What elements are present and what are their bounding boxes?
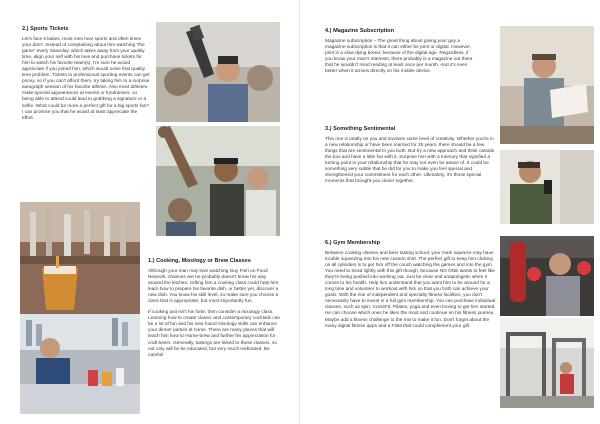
section-paragraph: Between cooking classes and beer tasting school, your main squeeze may have trouble squeezing into his new custom shirt. The perfect gift to keep him clicking on all cylinders is to get him off the couch watching the games and into the gym. You need to tread lightly with this gift though, because NO ONE wants to feel like they're being pushed into working out. Just be clear and unapologetic when it comes to his health. Help him understand that you want him to be around for a long time and volunteer to workout with him so that you both can achieve your goals. With the rise of independent and specialty fitness facilities, you don't necessarily have to invest in a full gym membership. You can purchase individual classes, such as spin, CrossFit, Pilates, yoga and even boxing to get him started. He can choose which ones he likes the most and continue on his fitness journey. Maybe add a fitness challenge to the mix to make it fun. Don't forget about the many digital fitness apps and a Fitbit that could complement your gift. xyxy=(325,251,496,329)
mixology-class-photo xyxy=(20,314,140,414)
section-paragraph: Let's face it ladies, most men love sports and often times your don't. Instead of complaining about him watching “the game” every Saturday, which takes away from your quality time, align your self with his love and purchase tickets for him to watch his favorite team(s). I'm sure he would appreciate if you joined him, which would solve that quality time problem. Tickets to professional sporting events can get pricey, so if you can't afford them, try taking him to a surprise autograph session of his favorite athlete. Also most athletes make special appearances at events or fundraisers, so being able to attend could lead to grabbing a signature or a selfie. What could be more a perfect gift for a big sports fan? I can promise you that he would at least appreciate the effort. xyxy=(22,37,150,121)
man-on-phone-photo xyxy=(500,150,594,224)
section-heading: 3.) Something Sentimental xyxy=(325,126,396,132)
section-gym-membership xyxy=(325,240,499,335)
section-cooking-classes xyxy=(148,258,280,364)
gym-equipment-photo xyxy=(500,318,594,408)
section-paragraph: This one is totally on you and involves some level of creativity. Whether you're in a new relationship or have been married for 25 years, there should be a few things that are sentimental to you both. But try a new approach and think outside the box and have a little fun with it. Surprise him with a memory that signified a turning point in your relationship that he may not even be aware of. It could be something very subtle that he did for you to make you feel special and strengthened your commitment for each other. Ultimately, it's those special moments that brought you closer together. xyxy=(325,137,495,185)
man-reading-magazine-photo xyxy=(500,26,594,144)
boxing-trainer-photo xyxy=(500,236,594,316)
section-heading: 6.) Gym Membership xyxy=(325,240,381,246)
section-heading: 2.) Sports Tickets xyxy=(22,26,69,32)
right-page xyxy=(300,0,600,424)
section-paragraph: If cooking just isn't his forte, then consider a mixology class. Learning how to create classic and contemporary cocktails can be a lot of fun and his new found mixology skills can enhance your dinner parties at home. There are many places that will teach him how to Home-brew and further his appreciation for craft beers. Generally, tastings are linked to these classes, so not only will he be educated, but very much inebriated. Be careful! xyxy=(148,310,281,358)
section-paragraph: Magazine subscription – The great thing about giving your guy a magazine subscription is that it can either be print or digital. However, print is a slow dying breed, because of the digital age. Regardless, if you know your man's interests, there probably is a magazine out there that he wouldn't mind reading at least once per month. And it's even better when it arrives directly on his mobile device. xyxy=(325,39,473,75)
section-sports-tickets xyxy=(22,26,150,127)
section-heading: 4.) Magazine Subscription xyxy=(325,28,394,34)
section-heading: 1.) Cooking, Mixology or Brew Classes xyxy=(148,258,251,264)
section-something-sentimental xyxy=(325,126,497,190)
sports-fan-photo xyxy=(156,22,280,122)
beer-taps-photo xyxy=(20,202,140,314)
fans-cheering-photo xyxy=(156,126,280,236)
section-magazine-subscription xyxy=(325,28,473,80)
section-paragraph: Although your man may love watching Guy Fieri on Food Network, chances are he probably doesn't know his way around the kitchen. Gifting him a cooking class could help him learn how to prepare his favorite dish, or better yet, discover a new dish. You know his skill level, so make sure you choose a class that is appropriate, but most importantly fun. xyxy=(148,269,279,305)
